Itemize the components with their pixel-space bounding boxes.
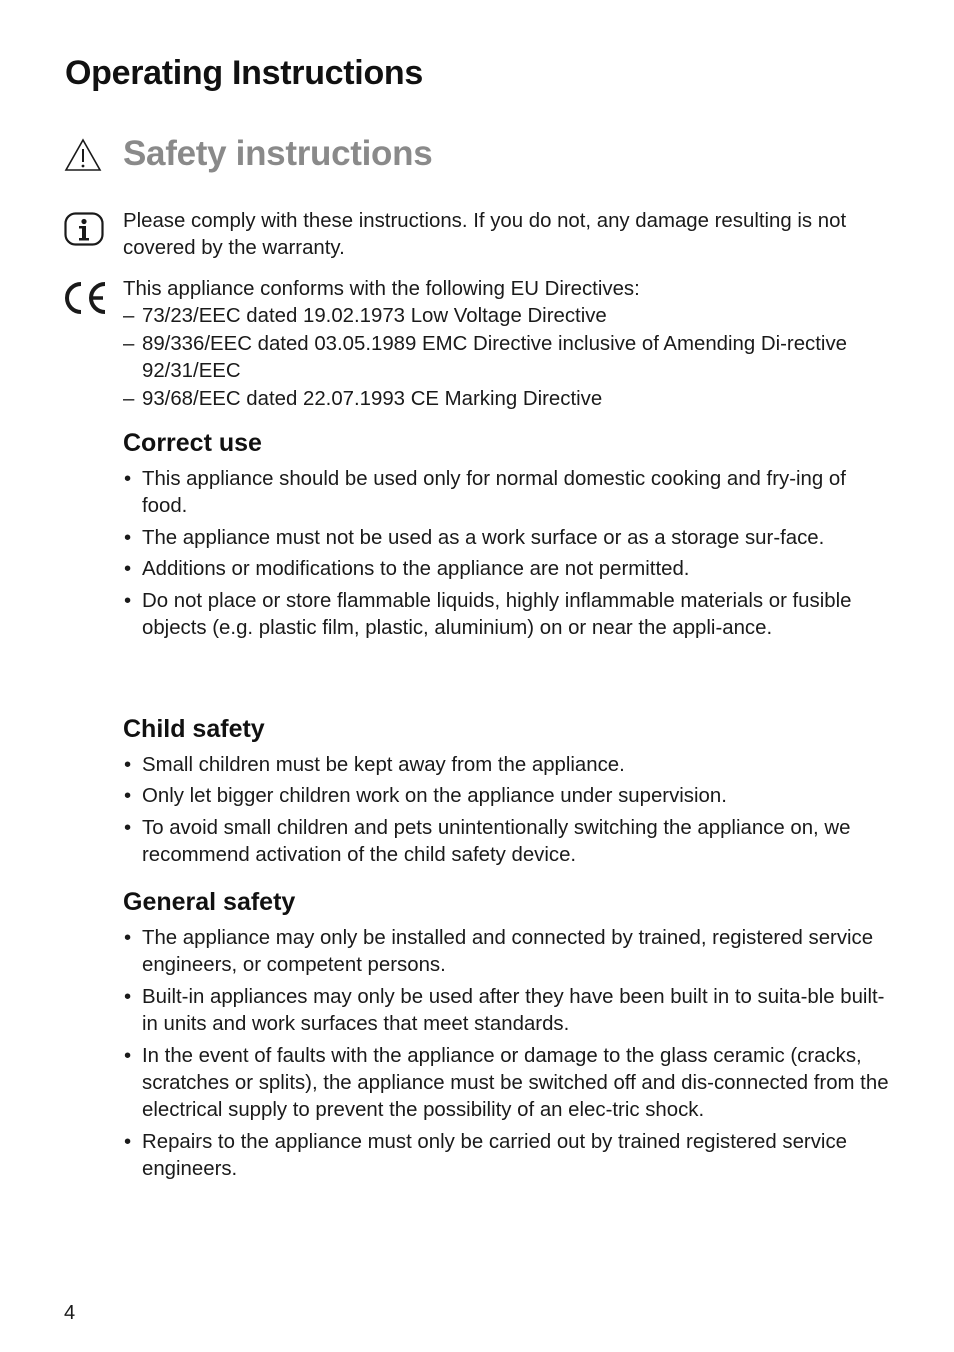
list-item: – 73/23/EEC dated 19.02.1973 Low Voltage Directive	[123, 303, 893, 330]
list-item: • Repairs to the appliance must only be carried out by trained registered service engineers.	[123, 1129, 893, 1184]
list-item: • In the event of faults with the appliance or damage to the glass ceramic (cracks, scratches or splits), the appliance must be switched off and dis-connected from the electrical supply to prevent the possibility of an elec-tric shock.	[123, 1043, 893, 1125]
correct-use-heading: Correct use	[123, 429, 262, 457]
list-item: – 93/68/EEC dated 22.07.1993 CE Marking Directive	[123, 386, 893, 413]
general-safety-section	[123, 887, 893, 1188]
general-safety-list	[123, 925, 893, 1184]
child-safety-section	[123, 714, 893, 874]
warranty-note: Please comply with these instructions. If you do not, any damage resulting is not covered by the warranty.	[123, 210, 847, 260]
child-safety-list	[123, 752, 893, 870]
info-icon	[64, 212, 104, 246]
page-number: 4	[64, 1302, 76, 1324]
correct-use-list	[123, 466, 893, 642]
list-item: • The appliance may only be installed and connected by trained, registered service engineers, or competent persons.	[123, 925, 893, 980]
child-safety-heading: Child safety	[123, 715, 265, 743]
list-item: – 89/336/EEC dated 03.05.1989 EMC Directive inclusive of Amending Di-rective 92/31/EEC	[123, 331, 893, 386]
warning-triangle-icon	[64, 138, 102, 172]
list-item: • Only let bigger children work on the appliance under supervision.	[123, 783, 893, 810]
directives-intro: This appliance conforms with the following EU Directives:	[123, 278, 640, 300]
list-item: • Built-in appliances may only be used after they have been built in to suita-ble built-in units and work surfaces that meet standards.	[123, 984, 893, 1039]
page-title: Operating Instructions	[65, 54, 423, 92]
ce-mark-icon	[62, 280, 108, 316]
list-item: • The appliance must not be used as a work surface or as a storage sur-face.	[123, 525, 893, 552]
general-safety-heading: General safety	[123, 888, 296, 916]
section-title: Safety instructions	[123, 134, 433, 173]
list-item: • This appliance should be used only for normal domestic cooking and fry-ing of food.	[123, 466, 893, 521]
list-item: • Do not place or store flammable liquids, highly inflammable materials or fusible objects (e.g. plastic film, plastic, aluminium) on or near the appli-ance.	[123, 588, 893, 643]
directives-list	[123, 303, 893, 413]
list-item: • To avoid small children and pets unintentionally switching the appliance on, we recommend activation of the child safety device.	[123, 815, 893, 870]
correct-use-section	[123, 428, 893, 646]
eu-directives	[123, 276, 893, 413]
list-item: • Small children must be kept away from the appliance.	[123, 752, 893, 779]
list-item: • Additions or modifications to the appliance are not permitted.	[123, 556, 893, 583]
